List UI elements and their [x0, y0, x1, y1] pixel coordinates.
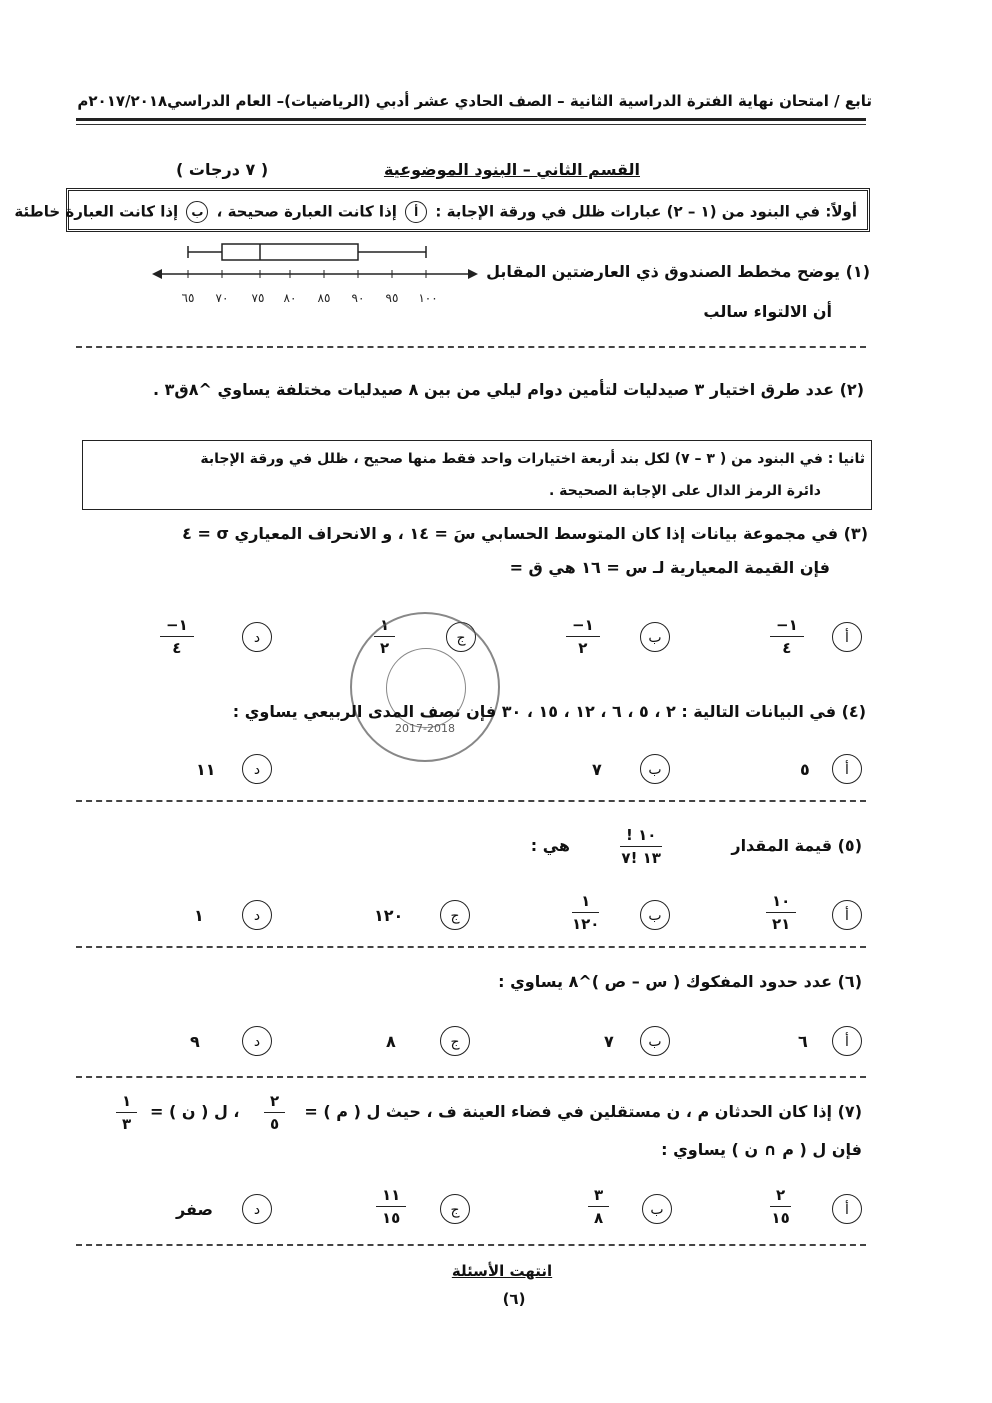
q4-option-d-value: ١١ [196, 760, 216, 779]
q6-option-b-circle[interactable]: ب [640, 1026, 670, 1056]
q5-option-c-circle[interactable]: ج [440, 900, 470, 930]
q6-option-c-value: ٨ [386, 1032, 396, 1051]
q5-option-a-fraction: ١٠ ٢١ [766, 892, 796, 933]
q3-option-c-circle[interactable]: ج [446, 622, 476, 652]
q4-option-a-value: ٥ [800, 760, 810, 779]
part1-instructions: أولاً: في البنود من (١ – ٢) عبارات ظلل في ورقة الإجابة : أ إذا كانت العبارة صحيحة ، ب إذا كانت العبارة خاطئة [14, 201, 857, 223]
separator-dashed [76, 800, 866, 802]
q7-pn-fraction: ١ ٣ [116, 1092, 137, 1133]
q6-option-a-circle[interactable]: أ [832, 1026, 862, 1056]
q3-option-a-circle[interactable]: أ [832, 622, 862, 652]
q1-line1: (١) يوضح مخطط الصندوق ذي العارضتين المقابل [486, 262, 870, 281]
separator-dashed [76, 1244, 866, 1246]
q5-expression-fraction: ١٠ ! ١٣ !٧ [621, 826, 661, 867]
q3-line1: (٣) في مجموعة بيانات إذا كان المتوسط الحسابي سَ = ١٤ ، و الانحراف المعياري σ = ٤ [182, 524, 868, 543]
q7-text-a: (٧) إذا كان الحدثان م ، ن مستقلين في فضاء العينة ف ، حيث ل ( م ) = [304, 1102, 862, 1121]
q6-option-d-value: ٩ [190, 1032, 200, 1051]
q6-text: (٦) عدد حدود المفكوك ( س – ص )^٨ يساوي : [498, 972, 862, 991]
axis-arrow-left [152, 269, 162, 279]
header-rule-thin [76, 124, 866, 125]
q7-option-d-circle[interactable]: د [242, 1194, 272, 1224]
axis-tick-label: ٩٥ [385, 291, 399, 305]
box-plot-figure [150, 238, 480, 310]
q4-text: (٤) في البيانات التالية : ٢ ، ٥ ، ٦ ، ١٢ ، ١٥ ، ٣٠ فإن نصف المدى الربيعي يساوي : [232, 702, 866, 721]
q6-option-c-circle[interactable]: ج [440, 1026, 470, 1056]
q5-text-a: (٥) قيمة المقدار [731, 836, 862, 855]
q3-option-a-fraction: ١− ٤ [770, 616, 804, 657]
q3-option-b-circle[interactable]: ب [640, 622, 670, 652]
axis-tick-label: ٧٥ [251, 291, 265, 305]
q3-option-d-circle[interactable]: د [242, 622, 272, 652]
page-number: (٦) [502, 1290, 526, 1308]
section-title: القسم الثاني – البنود الموضوعية [383, 160, 640, 179]
q7-option-b-circle[interactable]: ب [642, 1194, 672, 1224]
stamp-year: 2017-2018 [395, 722, 455, 735]
part2-instructions-line1: ثانيا : في البنود من ( ٣ – ٧) لكل بند أربعة اختيارات واحد فقط منها صحيح ، ظلل في ورقة الإجابة [200, 451, 865, 467]
q7-option-d-value: صفر [176, 1200, 213, 1219]
q6-option-b-value: ٧ [604, 1032, 614, 1051]
q5-option-d-value: ١ [194, 906, 204, 925]
q1-line2: أن الالتواء سالب [703, 302, 832, 321]
q5-option-c-value: ١٢٠ [374, 906, 404, 925]
q3-option-c-fraction: ١ ٢ [374, 616, 395, 657]
header-rule-thick [76, 118, 866, 121]
q5-option-d-circle[interactable]: د [242, 900, 272, 930]
part2-instructions-line2: دائرة الرمز الدال على الإجابة الصحيحة . [548, 483, 821, 499]
separator-dashed [76, 1076, 866, 1078]
exam-header-title: تابع / امتحان نهاية الفترة الدراسية الثانية – الصف الحادي عشر أدبي (الرياضيات)– العام الدراسي٢٠١٧/٢٠١٨م [77, 92, 872, 110]
q5-option-a-circle[interactable]: أ [832, 900, 862, 930]
end-of-questions: انتهت الأسئلة [451, 1262, 553, 1280]
q5-option-b-fraction: ١ ١٢٠ [572, 892, 600, 933]
q5-option-b-circle[interactable]: ب [640, 900, 670, 930]
box-plot-box [222, 244, 358, 260]
true-symbol-circle: أ [405, 201, 427, 223]
section-degrees: ( ٧ درجات ) [176, 160, 269, 179]
q3-option-d-fraction: ١− ٤ [160, 616, 194, 657]
part2-instructions-box [82, 440, 872, 510]
q7-option-a-circle[interactable]: أ [832, 1194, 862, 1224]
axis-tick-label: ٨٥ [317, 291, 331, 305]
school-stamp [350, 612, 500, 762]
q7-option-a-fraction: ٢ ١٥ [771, 1186, 790, 1227]
axis-tick-label: ٩٠ [351, 291, 365, 305]
q7-pm-fraction: ٢ ٥ [264, 1092, 285, 1133]
q5-text-b: هي : [530, 836, 570, 855]
axis-tick-label: ١٠٠ [418, 291, 438, 305]
q4-option-a-circle[interactable]: أ [832, 754, 862, 784]
q4-option-b-value: ٧ [592, 760, 602, 779]
axis-tick-label: ٨٠ [283, 291, 297, 305]
part1-instructions-box [14, 188, 870, 232]
false-symbol-circle: ب [186, 201, 208, 223]
q4-option-b-circle[interactable]: ب [640, 754, 670, 784]
q7-option-c-circle[interactable]: ج [440, 1194, 470, 1224]
q4-option-d-circle[interactable]: د [242, 754, 272, 784]
q3-option-b-fraction: ١− ٢ [566, 616, 600, 657]
q3-line2: فإن القيمة المعيارية لـ س = ١٦ هي ق = [509, 558, 830, 577]
axis-tick-label: ٦٥ [181, 291, 195, 305]
separator-dashed [76, 346, 866, 348]
q6-option-a-value: ٦ [798, 1032, 808, 1051]
q7-text-b: ، ل ( ن ) = [150, 1102, 240, 1121]
q6-option-d-circle[interactable]: د [242, 1026, 272, 1056]
axis-arrow-right [468, 269, 478, 279]
q2-text: (٢) عدد طرق اختيار ٣ صيدليات لتأمين دوام ليلي من بين ٨ صيدليات مختلفة يساوي ^٨ق٣ . [153, 380, 864, 399]
axis-tick-label: ٧٠ [215, 291, 229, 305]
separator-dashed [76, 946, 866, 948]
q7-option-c-fraction: ١١ ١٥ [376, 1186, 406, 1227]
q7-line2: فإن ل ( م ∩ ن ) يساوي : [661, 1140, 862, 1159]
q7-option-b-fraction: ٣ ٨ [588, 1186, 609, 1227]
